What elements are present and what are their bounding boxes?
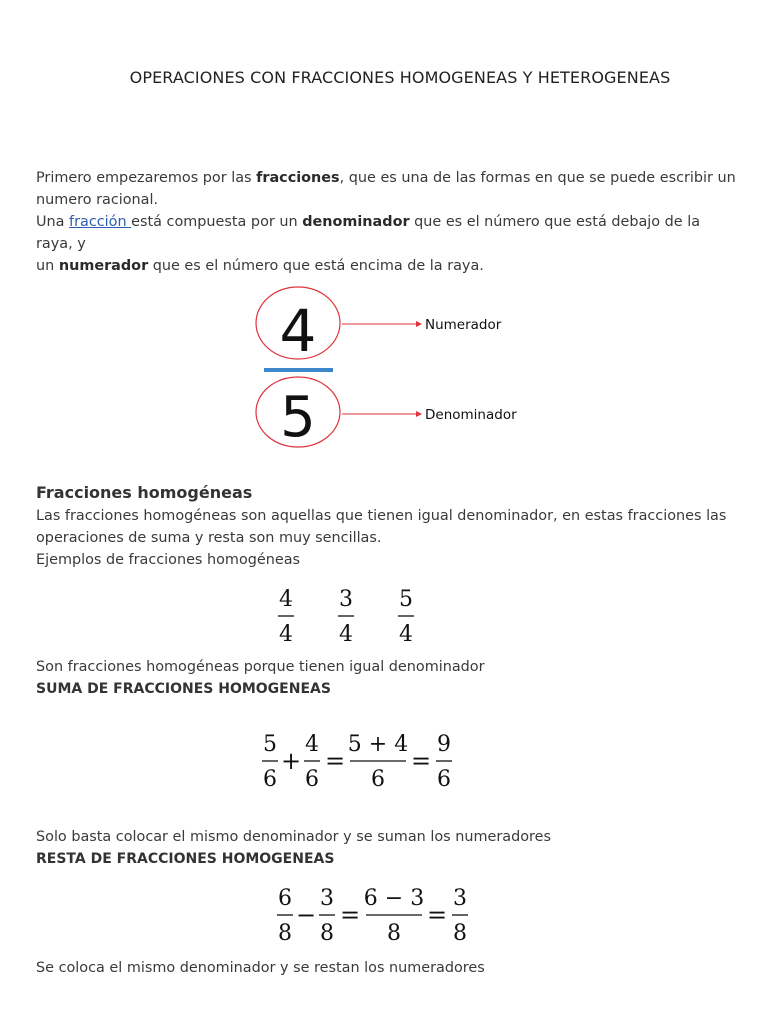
homog-after-text: Son fracciones homogéneas porque tienen igual denominador [36, 659, 485, 675]
diagram-denominator: 5 [280, 385, 316, 450]
resta-equals-2: = [426, 901, 448, 929]
intro-text: está compuesta por un [131, 214, 303, 230]
example-3-denominator: 4 [399, 622, 413, 647]
homog-line-2: operaciones de suma y resta son muy sencillas. [36, 530, 382, 546]
suma-f2-den: 6 [305, 767, 319, 792]
suma-note: Solo basta colocar el mismo denominador y se suman los numeradores [36, 829, 551, 845]
intro-text: un [36, 258, 59, 274]
intro-text: Primero empezaremos por las [36, 170, 257, 186]
fraction-diagram [250, 284, 530, 454]
resta-equals-1: = [339, 901, 361, 929]
fraccion-link[interactable]: fracción [69, 214, 132, 230]
suma-f1-num: 5 [263, 732, 277, 757]
resta-f3-num: 6 − 3 [363, 886, 425, 911]
example-1-denominator: 4 [279, 622, 293, 647]
intro-text: Una [36, 214, 70, 230]
label-numerador: Numerador [425, 317, 502, 333]
intro-paragraph [36, 167, 736, 277]
diagram-numerator: 4 [279, 297, 317, 365]
homog-paragraph [36, 505, 736, 571]
intro-line-4 [36, 255, 736, 277]
suma-f2-num: 4 [305, 732, 319, 757]
resta-f1-den: 8 [278, 921, 292, 946]
suma-f3-den: 6 [371, 767, 385, 792]
resta-note: Se coloca el mismo denominador y se restan los numeradores [36, 960, 485, 976]
label-denominador: Denominador [425, 407, 517, 423]
intro-text: , que es una de las formas en que se puede escribir un [339, 170, 736, 186]
intro-line-2: numero racional. [36, 192, 159, 208]
resta-f3-den: 8 [387, 921, 401, 946]
resta-equation [270, 880, 480, 950]
suma-f4-den: 6 [437, 767, 451, 792]
section-heading-homogeneas: Fracciones homogéneas [36, 483, 253, 502]
suma-f1-den: 6 [263, 767, 277, 792]
resta-f2-den: 8 [320, 921, 334, 946]
homog-line-3: Ejemplos de fracciones homogéneas [36, 552, 301, 568]
intro-line-3 [36, 211, 736, 255]
suma-equals-2: = [410, 747, 432, 775]
resta-minus: − [295, 901, 317, 929]
suma-equation [255, 726, 465, 796]
example-2-denominator: 4 [339, 622, 353, 647]
intro-line-1 [36, 167, 736, 189]
resta-f1-num: 6 [278, 886, 292, 911]
resta-heading: RESTA DE FRACCIONES HOMOGENEAS [36, 851, 335, 867]
homog-examples [260, 582, 440, 650]
intro-bold-denominador: denominador [302, 214, 410, 230]
homog-line-1: Las fracciones homogéneas son aquellas que tienen igual denominador, en estas fracciones las [36, 508, 727, 524]
intro-bold-fracciones: fracciones [256, 170, 340, 186]
resta-f4-num: 3 [453, 886, 467, 911]
suma-f4-num: 9 [437, 732, 451, 757]
resta-f2-num: 3 [320, 886, 334, 911]
example-3-numerator: 5 [399, 587, 413, 612]
example-2-numerator: 3 [339, 587, 353, 612]
intro-text: que es el número que está encima de la raya. [148, 258, 484, 274]
resta-f4-den: 8 [453, 921, 467, 946]
intro-bold-numerador: numerador [58, 258, 149, 274]
suma-f3-num: 5 + 4 [347, 732, 409, 757]
numerator-arrowhead [416, 321, 422, 327]
intro-text: que es el número que está debajo de la raya, y [36, 214, 701, 252]
suma-equals-1: = [324, 747, 346, 775]
denominator-arrowhead [416, 411, 422, 417]
suma-plus: + [280, 747, 302, 775]
page-title: OPERACIONES CON FRACCIONES HOMOGENEAS Y HETEROGENEAS [129, 68, 671, 87]
example-1-numerator: 4 [279, 587, 293, 612]
suma-heading: SUMA DE FRACCIONES HOMOGENEAS [36, 681, 331, 697]
